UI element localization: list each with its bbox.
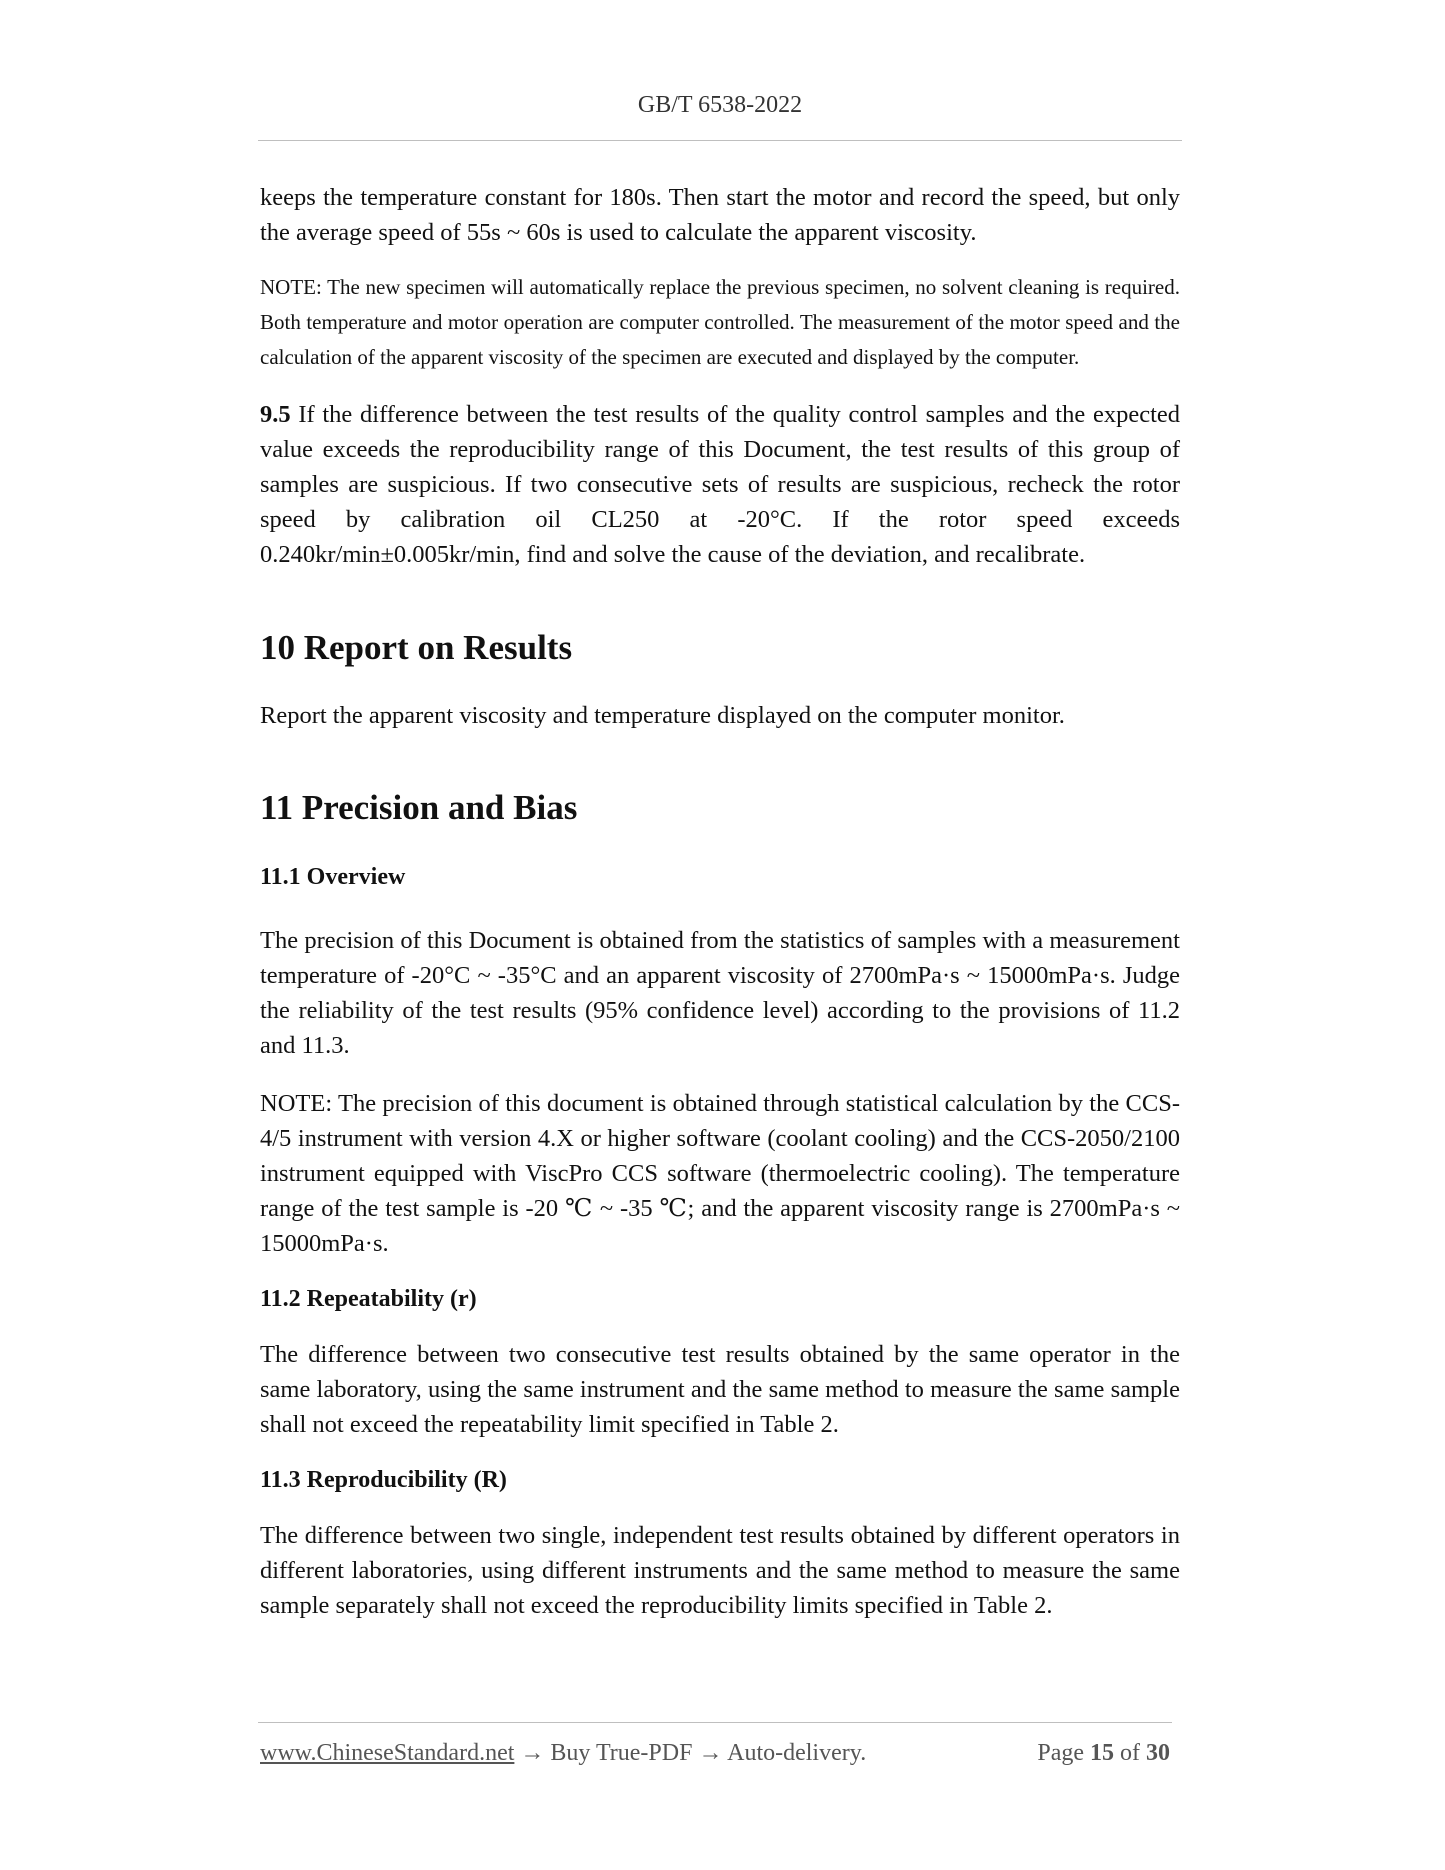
of-label: of: [1120, 1740, 1140, 1766]
section-11-heading: 11 Precision and Bias: [260, 788, 578, 827]
footer-divider: [258, 1722, 1172, 1723]
subsection-11-2-heading: 11.2 Repeatability (r): [260, 1286, 477, 1312]
subsection-11-1-heading: 11.1 Overview: [260, 864, 406, 890]
current-page: 15: [1090, 1740, 1114, 1766]
precision-note: NOTE: The precision of this document is obtained through statistical calculation by the CCS-4/5 instrument with version 4.X or higher software (coolant cooling) and the CCS-2050/2100 instrument equipped with ViscPro CCS software (thermoelectric cooling). The temperature range of the test sample is -20 ℃ ~ -35 ℃; and the apparent viscosity range is 2700mPa·s ~ 15000mPa·s.: [260, 1090, 1180, 1257]
subsection-11-1-text: The precision of this Document is obtained from the statistics of samples with a measurement temperature of -20°C ~ -35°C and an apparent viscosity of 2700mPa·s ~ 15000mPa·s. Judge the reliability of the test results (95% confidence level) according to the provisions of 11.2 and 11.3.: [260, 927, 1180, 1059]
header-divider: [258, 140, 1182, 141]
running-header: GB/T 6538-2022: [637, 92, 803, 118]
note-paragraph: NOTE: The new specimen will automatically replace the previous specimen, no solvent cleaning is required. Both temperature and motor operation are computer controlled. The measurement of the motor speed and the calculation of the apparent viscosity of the specimen are executed and displayed by the computer.: [260, 275, 1180, 369]
clause-text: If the difference between the test results of the quality control samples and the expected value exceeds the reproducibility range of this Document, the test results of this group of samples are suspicious. If two consecutive sets of results are suspicious, recheck the rotor speed by calibration oil CL250 at -20°C. If the rotor speed exceeds 0.240kr/min±0.005kr/min, find and solve the cause of the deviation, and recalibrate.: [260, 401, 1180, 568]
subsection-11-2-text: The difference between two consecutive test results obtained by the same operator in the same laboratory, using the same instrument and the same method to measure the same sample shall not exceed the repeatability limit specified in Table 2.: [260, 1341, 1180, 1438]
page-number: [1037, 1740, 1170, 1767]
section-10-text: Report the apparent viscosity and temperature displayed on the computer monitor.: [260, 702, 1065, 729]
page-body: [260, 180, 1180, 1623]
page-label: Page: [1037, 1740, 1084, 1766]
site-link[interactable]: www.ChineseStandard.net: [260, 1740, 515, 1766]
clause-9-5: [260, 397, 1180, 572]
subsection-11-3-text: The difference between two single, independent test results obtained by different operators in different laboratories, using different instruments and the same method to measure the same sample separately shall not exceed the reproducibility limits specified in Table 2.: [260, 1522, 1180, 1619]
section-10-heading: 10 Report on Results: [260, 628, 573, 667]
continued-paragraph: keeps the temperature constant for 180s. Then start the motor and record the speed, but only the average speed of 55s ~ 60s is used to calculate the apparent viscosity.: [260, 184, 1180, 246]
footer-tagline: → Buy True-PDF → Auto-delivery.: [514, 1740, 867, 1766]
footer-promo: [260, 1740, 866, 1767]
subsection-11-3-heading: 11.3 Reproducibility (R): [260, 1467, 507, 1493]
clause-number: 9.5: [260, 401, 291, 428]
total-pages: 30: [1146, 1740, 1170, 1766]
